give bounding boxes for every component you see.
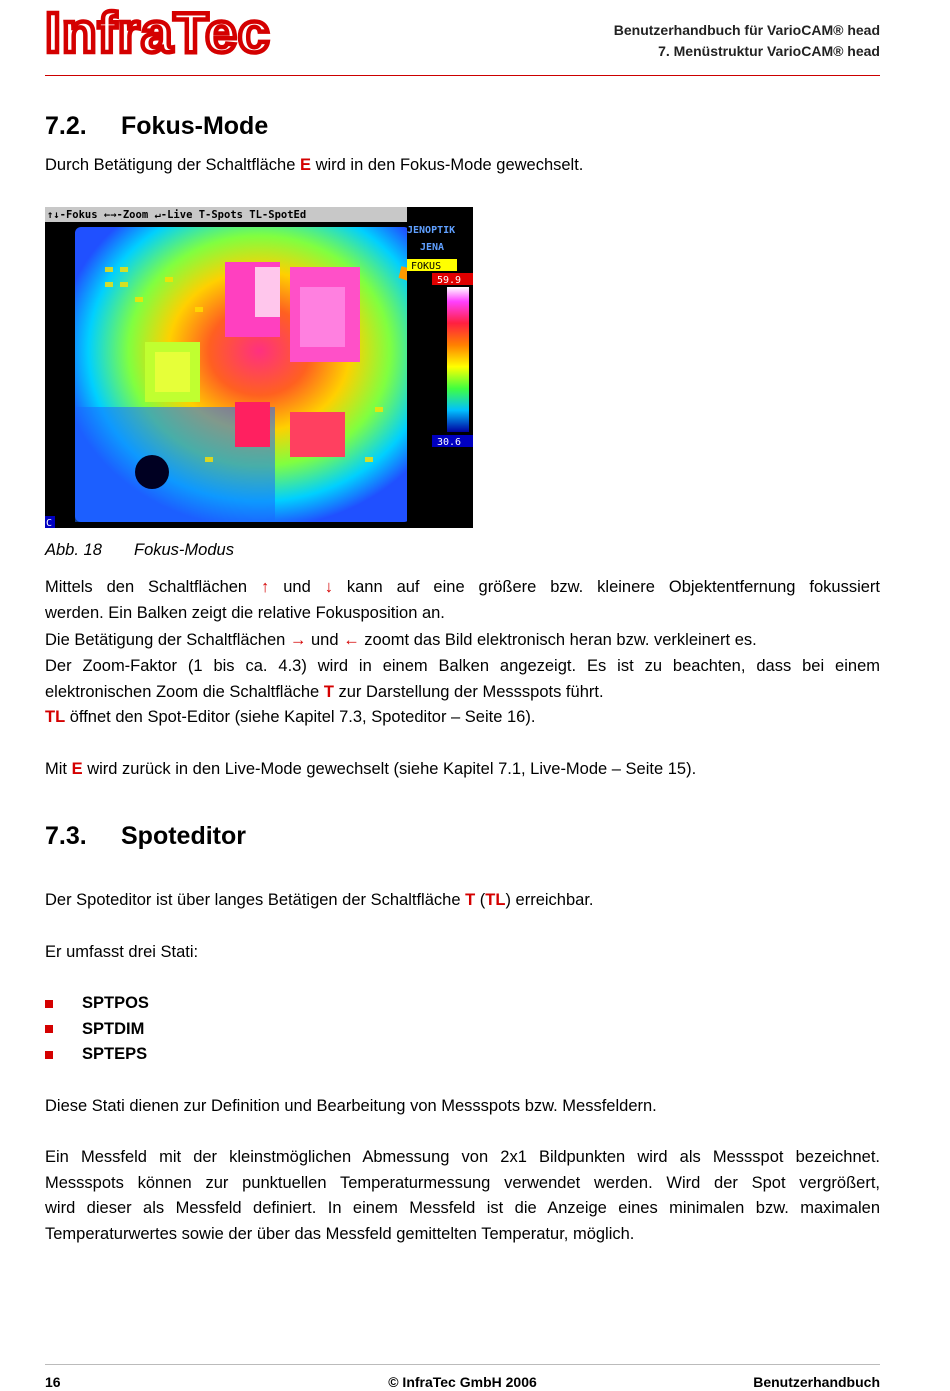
messfeld-line-4 <box>45 1222 880 1248</box>
text: wird dieser als Messfeld definiert. In einem Messfeld ist die Anzeige eines minimalen bzw. maximalen <box>45 1199 880 1217</box>
text: Die Betätigung der Schaltflächen <box>45 631 290 649</box>
fokus-intro <box>45 153 880 179</box>
temp-max: 59.9 <box>437 275 462 286</box>
text: Mittels den Schaltflächen <box>45 578 262 596</box>
list-item <box>45 991 149 1017</box>
header-manual-title: Benutzerhandbuch für VarioCAM® head <box>613 22 880 38</box>
infratec-logo <box>45 2 275 62</box>
list-item <box>45 1017 149 1043</box>
key-t: T <box>465 891 476 909</box>
jenoptik-label: JENOPTIK <box>407 225 456 236</box>
text: Temperaturwertes sowie der über das Messfeld gemittelten Temperatur, möglich. <box>45 1224 635 1243</box>
logo-text: InfraTec <box>45 2 271 62</box>
status-name: SPTDIM <box>82 1019 145 1038</box>
text: zur Darstellung der Messspots führt. <box>333 682 604 701</box>
jena-label: JENA <box>420 242 445 253</box>
figure-caption <box>45 541 234 560</box>
thermal-image-svg <box>45 207 473 528</box>
para-fokus-keys <box>45 575 880 601</box>
bullet-icon <box>45 1051 53 1059</box>
text: elektronischen Zoom die Schaltfläche <box>45 682 324 701</box>
arrow-left-icon: ← <box>343 631 360 649</box>
para-tl <box>45 705 880 731</box>
para-zoom-spots <box>45 680 880 706</box>
unit-label: C <box>46 518 53 528</box>
text: und <box>269 578 325 596</box>
section-number: 7.2. <box>45 112 87 140</box>
text: Mit <box>45 760 72 778</box>
para-zoom-factor <box>45 654 880 680</box>
text: Er umfasst drei Stati: <box>45 943 199 961</box>
text: werden. Ein Balken zeigt die relative Fokusposition an. <box>45 603 445 622</box>
header-divider <box>45 75 880 76</box>
status-name: SPTPOS <box>82 994 149 1012</box>
messfeld-line-3 <box>45 1196 880 1222</box>
thermal-menu-bar: ↑↓-Fokus ←→-Zoom ↵-Live T-Spots TL-SpotEd <box>47 209 307 221</box>
spot-intro <box>45 888 880 914</box>
key-t: T <box>323 682 334 701</box>
key-tl: TL <box>45 708 66 726</box>
list-item <box>45 1042 149 1068</box>
arrow-down-icon: ↓ <box>324 578 333 596</box>
bullet-icon <box>45 1000 53 1008</box>
text: Der Spoteditor ist über langes Betätigen der Schaltfläche <box>45 891 466 909</box>
copyright: © InfraTec GmbH 2006 <box>388 1374 537 1390</box>
mode-label: FOKUS <box>411 261 442 272</box>
para-zoom-keys <box>45 628 880 654</box>
stati-intro <box>45 940 880 966</box>
text: Durch Betätigung der Schaltfläche <box>45 156 300 174</box>
stati-list <box>45 991 149 1068</box>
text: ) erreichbar. <box>505 891 594 909</box>
header-chapter: 7. Menüstruktur VarioCAM® head <box>658 43 880 59</box>
text: Diese Stati dienen zur Definition und Bearbeitung von Messspots bzw. Messfeldern. <box>45 1097 657 1115</box>
status-name: SPTEPS <box>82 1045 148 1063</box>
section-title: Fokus-Mode <box>121 112 269 140</box>
key-e: E <box>71 760 83 778</box>
messfeld-line-1 <box>45 1145 880 1171</box>
text: öffnet den Spot-Editor (siehe Kapitel 7.3, Spoteditor – Seite 16). <box>65 708 536 726</box>
text: wird in den Fokus-Mode gewechselt. <box>311 156 584 174</box>
section-number: 7.3. <box>45 822 87 850</box>
bullet-icon <box>45 1025 53 1033</box>
text: Der Zoom-Faktor (1 bis ca. 4.3) wird in einem Balken angezeigt. Es ist zu beachten, dass bei einem <box>45 657 880 675</box>
section-heading-fokus <box>45 112 268 141</box>
figure-title: Fokus-Modus <box>134 541 234 559</box>
thermal-image <box>45 207 473 528</box>
section-heading-spoteditor <box>45 822 246 851</box>
text: zoomt das Bild elektronisch heran bzw. verkleinert es. <box>359 631 757 649</box>
page-number: 16 <box>45 1374 61 1390</box>
figure-label: Abb. 18 <box>45 541 102 559</box>
text: kann auf eine größere bzw. kleinere Objektentfernung fokussiert <box>332 578 881 596</box>
footer-divider <box>45 1364 880 1365</box>
para-fokus-bar <box>45 601 880 627</box>
text: wird zurück in den Live-Mode gewechselt (siehe Kapitel 7.1, Live-Mode – Seite 15). <box>82 760 697 778</box>
stati-purpose <box>45 1094 880 1120</box>
key-e: E <box>300 156 312 174</box>
section-title: Spoteditor <box>121 822 246 850</box>
text: und <box>306 631 344 649</box>
text: Messspots können zur punktuellen Temperaturmessung verwendet werden. Wird der Spot vergrößert, <box>45 1173 880 1192</box>
arrow-right-icon: → <box>289 631 307 649</box>
arrow-up-icon: ↑ <box>261 578 270 596</box>
temp-min: 30.6 <box>437 437 462 448</box>
text: ( <box>475 891 486 909</box>
header-info <box>614 20 880 62</box>
para-back-live <box>45 757 880 783</box>
messfeld-line-2 <box>45 1171 880 1197</box>
key-tl: TL <box>485 891 506 909</box>
color-scale <box>447 287 469 432</box>
footer-doc-title: Benutzerhandbuch <box>753 1374 880 1390</box>
text: Ein Messfeld mit der kleinstmöglichen Abmessung von 2x1 Bildpunkten wird als Messspot bezeichnet. <box>45 1148 880 1166</box>
